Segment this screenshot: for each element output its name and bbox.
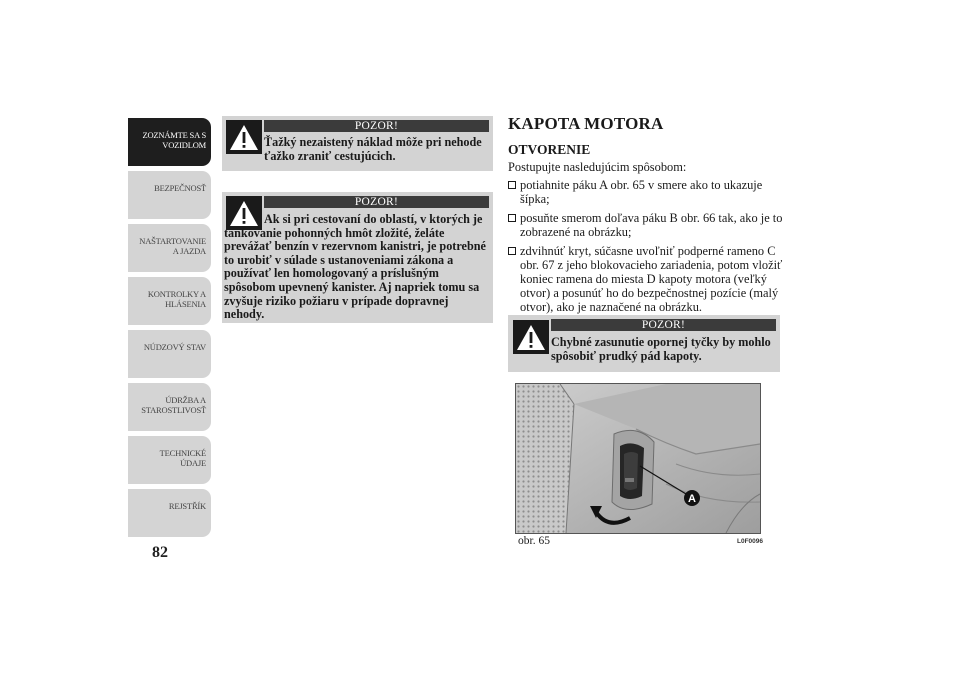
figure-hood-release-lever	[515, 383, 761, 534]
checkbox-bullet-icon	[508, 247, 516, 255]
hood-lever-illustration	[516, 384, 760, 533]
tab-nastartovanie[interactable]	[128, 224, 211, 272]
tab-label: NAŠTARTOVANIE A JAZDA	[139, 236, 206, 256]
tab-label: BEZPEČNOSŤ	[154, 183, 206, 193]
warning-text: Chybné zasunutie opornej tyčky by mohlo spôsobiť prudký pád kapoty.	[551, 335, 771, 363]
step-text: zdvihnúť kryt, súčasne uvoľniť podperné rameno C obr. 67 z jeho blokovacieho zariadenia, potom vložiť koniec ramena do miesta D kapoty motora (veľký otvor) a posunúť ho do bezpečnostnej pozície (malý otvor), ako je naznačené na obrázku.	[520, 244, 783, 314]
chapter-tabs	[128, 118, 211, 542]
tab-kontrolky[interactable]	[128, 277, 211, 325]
tab-bezpecnost[interactable]	[128, 171, 211, 219]
checkbox-bullet-icon	[508, 214, 516, 222]
warning-heading: POZOR!	[264, 120, 489, 132]
warning-text: Ťažký nezaistený náklad môže pri nehode ťažko zraniť cestujúcich.	[264, 135, 482, 163]
page-number: 82	[152, 544, 168, 561]
warning-triangle-icon	[513, 320, 549, 354]
intro-text: Postupujte nasledujúcim spôsobom:	[508, 160, 687, 174]
figure-code: L0F0096	[737, 538, 764, 545]
warning-box-load	[222, 116, 493, 171]
figure-caption: obr. 65	[518, 535, 550, 547]
steps-list	[508, 178, 784, 319]
tab-zoznamte-sa[interactable]	[128, 118, 211, 166]
warning-triangle-icon	[226, 120, 262, 154]
warning-text: Ak si pri cestovaní do oblastí, v ktorých je tankovanie pohonných hmôt zložité, želáte prevážať benzín v rezervnom kanistri, je potrebné to urobiť v súlade s ustanoveniami zákona a používať len homologovaný a príslušným spôsobom upevnený kanister. Aj napriek tomu sa zvyšuje riziko požiaru v prípade dopravnej nehody.	[224, 212, 486, 322]
tab-label: ZOZNÁMTE SA S VOZIDLOM	[142, 130, 206, 150]
warning-box-support-rod	[508, 315, 780, 372]
section-subtitle: OTVORENIE	[508, 142, 591, 157]
section-title: KAPOTA MOTORA	[508, 114, 664, 133]
tab-label: NÚDZOVÝ STAV	[143, 342, 206, 352]
figure-label-a: A	[688, 493, 696, 505]
tab-label: REJSTŘÍK	[168, 501, 206, 511]
tab-label: KONTROLKY A HLÁSENIA	[147, 289, 206, 309]
tab-udrzba[interactable]	[128, 383, 211, 431]
warning-heading: POZOR!	[551, 319, 776, 331]
list-item	[508, 178, 784, 206]
tab-label: TECHNICKÉ ÚDAJE	[159, 448, 206, 468]
tab-nudzovy-stav[interactable]	[128, 330, 211, 378]
list-item	[508, 244, 784, 314]
tab-technicke-udaje[interactable]	[128, 436, 211, 484]
tab-rejstrik[interactable]	[128, 489, 211, 537]
step-text: posuňte smerom doľava páku B obr. 66 tak, ako je to zobrazené na obrázku;	[520, 211, 783, 239]
tab-label: ÚDRŽBA A STAROSTLIVOSŤ	[141, 395, 206, 415]
list-item	[508, 211, 784, 239]
step-text: potiahnite páku A obr. 65 v smere ako to ukazuje šípka;	[520, 178, 763, 206]
warning-box-fuel-canister	[222, 192, 493, 323]
warning-heading: POZOR!	[264, 196, 489, 208]
checkbox-bullet-icon	[508, 181, 516, 189]
